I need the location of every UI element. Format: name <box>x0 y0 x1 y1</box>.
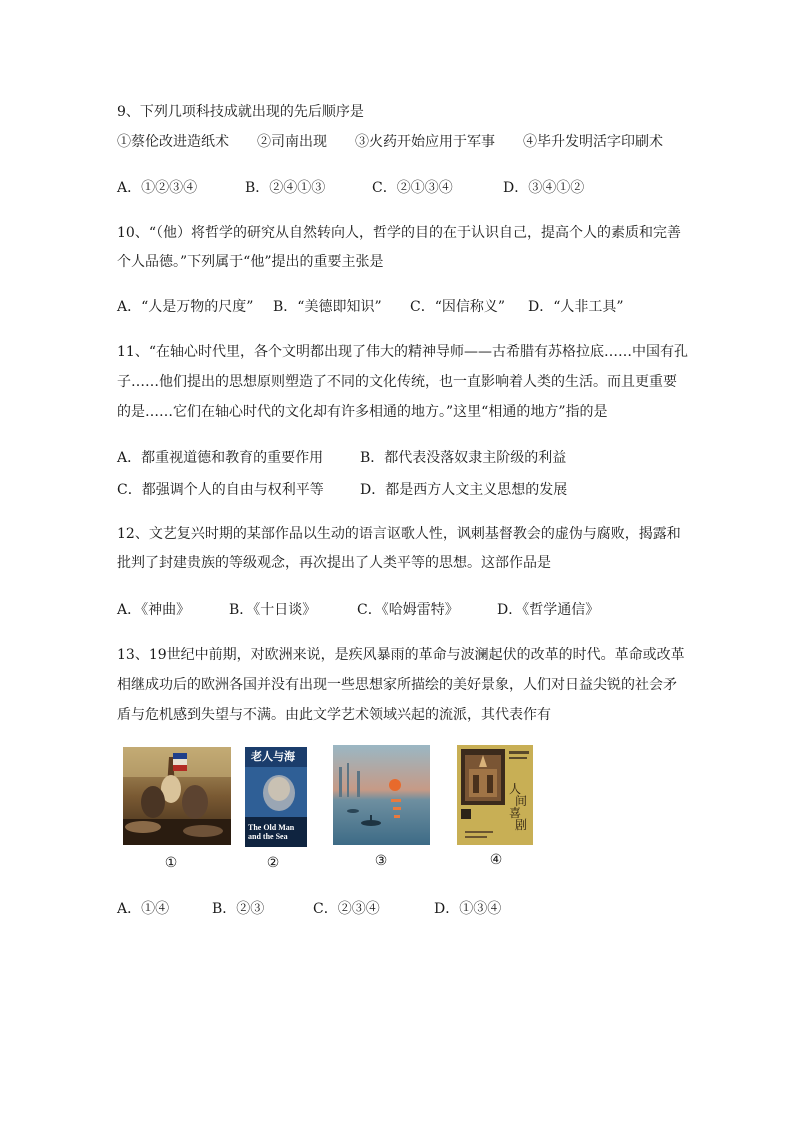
impression-sunrise-painting-image <box>333 745 430 845</box>
liberty-painting-image <box>123 747 231 845</box>
q9-option-d: D．③④①② <box>503 180 585 196</box>
q12-stem-line1: 12、文艺复兴时期的某部作品以生动的语言讴歌人性，讽刺基督教会的虚伪与腐败，揭露和 <box>117 526 681 542</box>
cover-title-char-4: 剧 <box>515 818 528 832</box>
image-caption-4: ④ <box>489 852 503 868</box>
image-caption-1: ① <box>164 855 178 871</box>
q13-option-b: B．②③ <box>212 901 265 917</box>
q12-option-a: A．《神曲》 <box>117 602 191 618</box>
q10-option-b: B．“美德即知识” <box>273 299 382 315</box>
cover-title-cn: 老人与海 <box>251 750 295 763</box>
old-man-and-sea-cover-image <box>245 747 307 847</box>
q13-stem-line2: 相继成功后的欧洲各国并没有出现一些思想家所描绘的美好景象，人们对日益尖锐的社会矛 <box>117 677 677 693</box>
q12-option-c: C．《哈姆雷特》 <box>357 602 459 618</box>
q12-option-d: D．《哲学通信》 <box>497 602 600 618</box>
human-comedy-cover-image <box>457 745 533 845</box>
q12-stem-line2: 批判了封建贵族的等级观念，再次提出了人类平等的思想。这部作品是 <box>117 555 551 571</box>
q10-option-c: C．“因信称义” <box>410 299 506 315</box>
q9-stem: 9、下列几项科技成就出现的先后顺序是 <box>117 104 364 120</box>
q12-option-b: B．《十日谈》 <box>229 602 317 618</box>
q13-option-a: A．①④ <box>117 901 170 917</box>
cover-title-char-3: 喜 <box>509 806 522 820</box>
q13-option-c: C．②③④ <box>313 901 380 917</box>
q10-stem-line1: 10、“（他）将哲学的研究从自然转向人，哲学的目的在于认识自己，提高个人的素质和完善 <box>117 225 681 241</box>
cover-title-en-1: The Old Man <box>248 823 295 832</box>
cover-title-char-2: 间 <box>515 794 528 808</box>
q11-option-c: C．都强调个人的自由与权利平等 <box>117 482 324 498</box>
q9-option-b: B．②④①③ <box>245 180 326 196</box>
q10-option-a: A．“人是万物的尺度” <box>117 299 254 315</box>
q9-items: ①蔡伦改进造纸术 ②司南出现 ③火药开始应用于军事 ④毕升发明活字印刷术 <box>117 134 663 150</box>
q11-stem-line3: 的是……它们在轴心时代的文化却有许多相通的地方。”这里“相通的地方”指的是 <box>117 404 608 420</box>
image-caption-3: ③ <box>374 853 388 869</box>
q10-stem-line2: 个人品德。”下列属于“他”提出的重要主张是 <box>117 254 384 270</box>
q11-stem-line1: 11、“在轴心时代里，各个文明都出现了伟大的精神导师——古希腊有苏格拉底……中国有孔 <box>117 344 688 360</box>
q13-stem-line3: 盾与危机感到失望与不满。由此文学艺术领域兴起的流派，其代表作有 <box>117 707 551 723</box>
q11-option-b: B．都代表没落奴隶主阶级的利益 <box>360 450 567 466</box>
q11-option-d: D．都是西方人文主义思想的发展 <box>360 482 568 498</box>
q9-option-a: A．①②③④ <box>117 180 198 196</box>
q13-stem-line1: 13、19世纪中前期，对欧洲来说，是疾风暴雨的革命与波澜起伏的改革的时代。革命或改革 <box>117 647 685 663</box>
q11-option-a: A．都重视道德和教育的重要作用 <box>117 450 324 466</box>
image-caption-2: ② <box>266 855 280 871</box>
q9-option-c: C．②①③④ <box>372 180 453 196</box>
q11-stem-line2: 子……他们提出的思想原则塑造了不同的文化传统，也一直影响着人类的生活。而且更重要 <box>117 374 677 390</box>
cover-title-en-2: and the Sea <box>248 832 288 841</box>
q10-option-d: D．“人非工具” <box>528 299 624 315</box>
cover-title-char-1: 人 <box>509 782 522 796</box>
q13-option-d: D．①③④ <box>434 901 502 917</box>
